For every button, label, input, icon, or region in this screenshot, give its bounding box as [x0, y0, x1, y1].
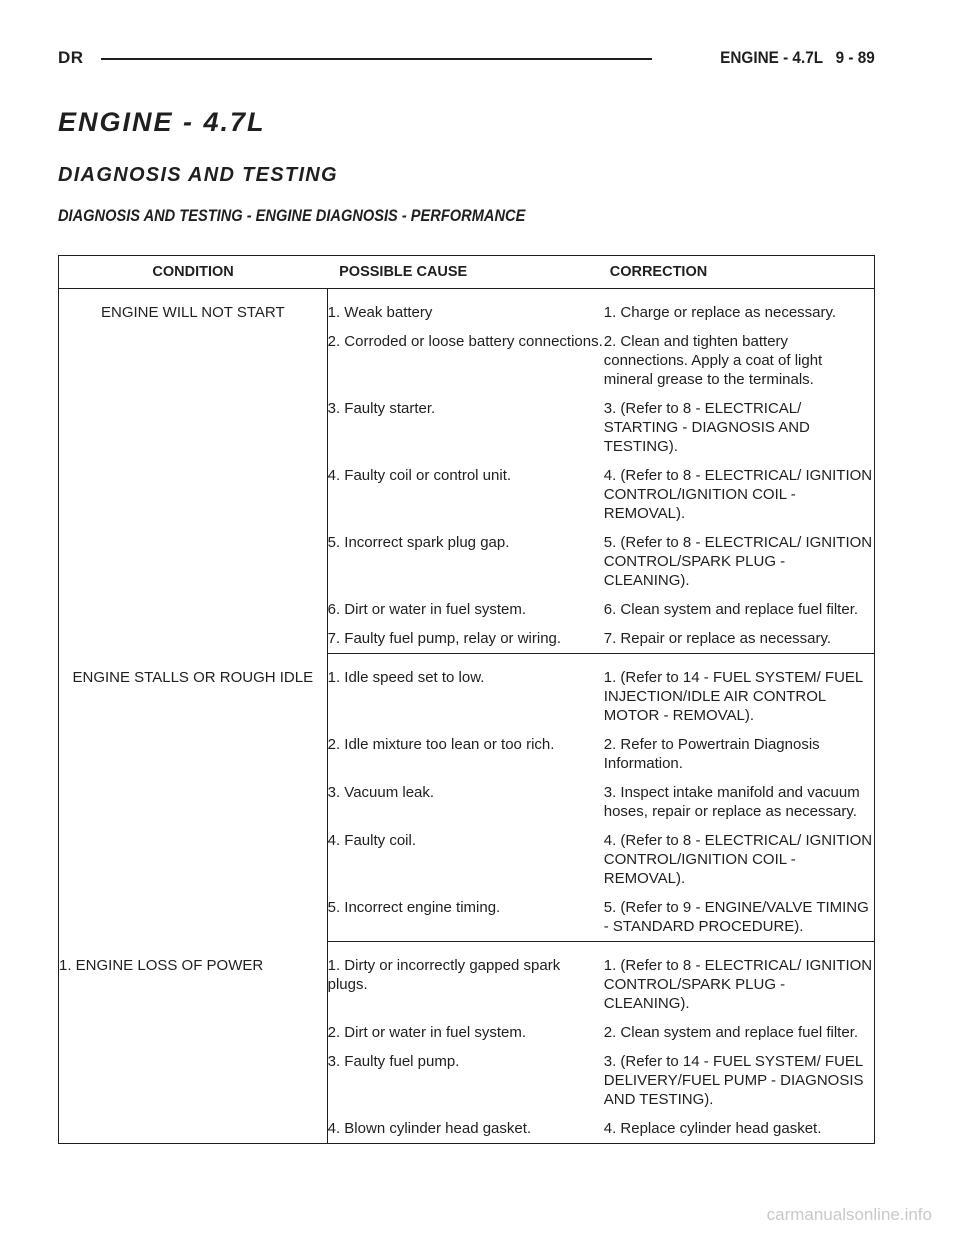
condition-cell: ENGINE WILL NOT START: [59, 289, 328, 654]
correction-cell: 4. Replace cylinder head gasket.: [604, 1110, 875, 1144]
condition-cell: 1. ENGINE LOSS OF POWER: [59, 942, 328, 1144]
correction-cell: 5. (Refer to 9 - ENGINE/VALVE TIMING - STANDARD PROCEDURE).: [604, 889, 875, 942]
cause-cell: 3. Faulty fuel pump.: [327, 1053, 460, 1070]
cause-cell: 3. Vacuum leak.: [327, 784, 435, 801]
cause-cell: 4. Faulty coil.: [327, 832, 416, 849]
correction-cell: 5. (Refer to 8 - ELECTRICAL/ IGNITION CONTROL/SPARK PLUG - CLEANING).: [603, 534, 873, 589]
cause-cell: 2. Dirt or water in fuel system.: [327, 1024, 527, 1041]
header-rule: [101, 58, 652, 60]
condition-cell: ENGINE STALLS OR ROUGH IDLE: [59, 654, 328, 942]
correction-cell: 2. Clean and tighten battery connections. Apply a coat of light mineral grease to the terminals.: [603, 333, 823, 388]
cause-cell: 1. Weak battery: [327, 304, 433, 321]
table-row: [59, 289, 875, 324]
correction-cell: 3. (Refer to 8 - ELECTRICAL/ STARTING - DIAGNOSIS AND TESTING).: [603, 400, 810, 455]
cause-cell: 2. Idle mixture too lean or too rich.: [327, 736, 555, 753]
correction-cell: 1. Charge or replace as necessary.: [603, 304, 837, 321]
cause-cell: 2. Corroded or loose battery connections.: [327, 333, 603, 350]
column-header-condition: CONDITION: [59, 256, 328, 289]
cause-cell: 4. Faulty coil or control unit.: [327, 467, 512, 484]
page-subtitle: DIAGNOSIS AND TESTING: [58, 164, 338, 186]
correction-cell: 2. Clean system and replace fuel filter.: [603, 1024, 859, 1041]
correction-cell: 2. Refer to Powertrain Diagnosis Information.: [603, 736, 820, 772]
cause-cell: 4. Blown cylinder head gasket.: [327, 1110, 604, 1144]
section-heading: DIAGNOSIS AND TESTING - ENGINE DIAGNOSIS - PERFORMANCE: [58, 206, 526, 225]
correction-cell: 6. Clean system and replace fuel filter.: [603, 601, 859, 618]
header-right: [720, 48, 875, 68]
correction-cell: 4. (Refer to 8 - ELECTRICAL/ IGNITION CONTROL/IGNITION COIL - REMOVAL).: [603, 467, 873, 522]
cause-cell: 1. Dirty or incorrectly gapped spark plugs.: [327, 957, 561, 993]
page-title: ENGINE - 4.7L: [58, 107, 266, 137]
diagnosis-table: [58, 255, 875, 1144]
cause-cell: 1. Idle speed set to low.: [327, 669, 485, 686]
cause-cell: 6. Dirt or water in fuel system.: [327, 601, 527, 618]
cause-cell: 5. Incorrect engine timing.: [327, 889, 604, 942]
table-body: [59, 289, 875, 1144]
cause-cell: 3. Faulty starter.: [327, 400, 436, 417]
cause-cell: 5. Incorrect spark plug gap.: [327, 534, 510, 551]
column-header-correction: CORRECTION: [604, 256, 875, 289]
column-header-cause: POSSIBLE CAUSE: [327, 256, 604, 289]
page-header: [58, 42, 875, 72]
table-row: [59, 654, 875, 727]
correction-cell: 1. (Refer to 14 - FUEL SYSTEM/ FUEL INJECTION/IDLE AIR CONTROL MOTOR - REMOVAL).: [603, 669, 863, 724]
correction-cell: 7. Repair or replace as necessary.: [604, 620, 875, 654]
correction-cell: 4. (Refer to 8 - ELECTRICAL/ IGNITION CONTROL/IGNITION COIL - REMOVAL).: [603, 832, 873, 887]
correction-cell: 3. (Refer to 14 - FUEL SYSTEM/ FUEL DELIVERY/FUEL PUMP - DIAGNOSIS AND TESTING).: [603, 1053, 864, 1108]
header-page-number: 9 - 89: [835, 48, 875, 67]
table-row: [59, 942, 875, 1015]
cause-cell: 7. Faulty fuel pump, relay or wiring.: [327, 620, 604, 654]
correction-cell: 3. Inspect intake manifold and vacuum hoses, repair or replace as necessary.: [603, 784, 860, 820]
correction-cell: 1. (Refer to 8 - ELECTRICAL/ IGNITION CONTROL/SPARK PLUG - CLEANING).: [603, 957, 873, 1012]
table-header: [59, 256, 875, 289]
watermark: carmanualsonline.info: [766, 1205, 932, 1224]
header-section: ENGINE - 4.7L: [720, 48, 824, 67]
header-left-label: DR: [58, 48, 84, 67]
